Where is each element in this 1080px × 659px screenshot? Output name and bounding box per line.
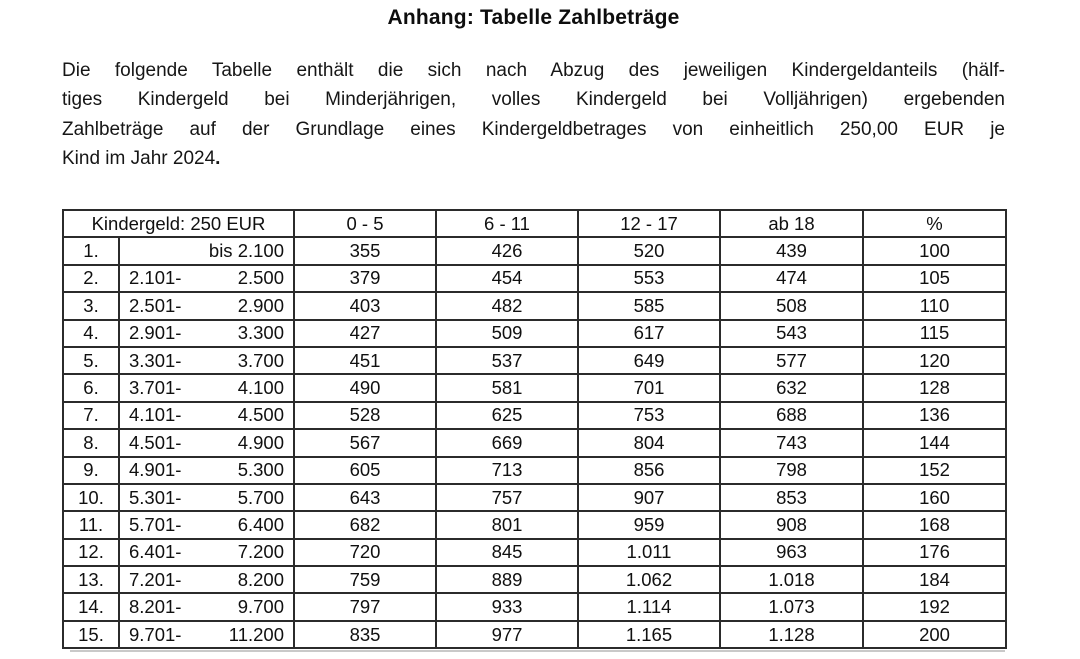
range-to: 7.200 [237,541,284,563]
table-row [63,621,1006,648]
paragraph-line: Zahlbeträge auf der Grundlage eines Kindergeldbetrages von einheitlich 250,00 EUR je [62,118,1005,140]
income-range-cell [119,484,294,511]
range-to: 2.500 [237,267,284,289]
range-from: 5.301- [129,486,182,508]
amount-cell: 1.018 [720,566,863,593]
table-row [63,511,1006,538]
row-number-cell: 15. [63,621,119,648]
table-row [63,237,1006,264]
amount-cell: 632 [720,374,863,401]
amount-cell: 128 [863,374,1006,401]
table-row [63,484,1006,511]
income-range-cell [119,593,294,620]
amount-cell: 713 [436,457,578,484]
table-row [63,374,1006,401]
amount-cell: 355 [294,237,436,264]
amount-cell: 426 [436,237,578,264]
page-bottom-hairline [70,650,1005,652]
income-range-cell [119,374,294,401]
amount-cell: 797 [294,593,436,620]
row-number-cell: 8. [63,429,119,456]
amount-cell: 490 [294,374,436,401]
range-to: 3.700 [237,349,284,371]
amount-cell: 543 [720,320,863,347]
age-column-header: 6 - 11 [436,210,578,237]
range-from: 2.901- [129,322,182,344]
amount-cell: 1.062 [578,566,720,593]
range-to: bis 2.100 [208,240,284,262]
range-from: 2.101- [129,267,182,289]
amount-cell: 688 [720,402,863,429]
table-row [63,593,1006,620]
amount-cell: 889 [436,566,578,593]
paragraph-line: Kind im Jahr 2024. [62,148,221,170]
amount-cell: 144 [863,429,1006,456]
amount-cell: 110 [863,292,1006,319]
amount-cell: 474 [720,265,863,292]
range-to: 6.400 [237,513,284,535]
amount-cell: 152 [863,457,1006,484]
table-body [63,237,1006,648]
row-number-cell: 10. [63,484,119,511]
table-row [63,320,1006,347]
range-to: 8.200 [237,568,284,590]
table-row [63,265,1006,292]
amount-cell: 669 [436,429,578,456]
income-range-cell [119,511,294,538]
amount-cell: 835 [294,621,436,648]
amount-cell: 617 [578,320,720,347]
amount-cell: 757 [436,484,578,511]
amount-cell: 963 [720,539,863,566]
row-number-cell: 5. [63,347,119,374]
table-row [63,347,1006,374]
amount-cell: 451 [294,347,436,374]
zahlbetraege-table [62,209,1007,649]
amount-cell: 977 [436,621,578,648]
page-title: Anhang: Tabelle Zahlbeträge [387,6,680,29]
amount-cell: 720 [294,539,436,566]
amount-cell: 649 [578,347,720,374]
amount-cell: 605 [294,457,436,484]
amount-cell: 115 [863,320,1006,347]
range-from: 5.701- [129,513,182,535]
amount-cell: 192 [863,593,1006,620]
amount-cell: 1.011 [578,539,720,566]
amount-cell: 105 [863,265,1006,292]
row-number-cell: 14. [63,593,119,620]
range-to: 5.300 [237,459,284,481]
amount-cell: 136 [863,402,1006,429]
amount-cell: 625 [436,402,578,429]
range-to: 5.700 [237,486,284,508]
amount-cell: 933 [436,593,578,620]
amount-cell: 701 [578,374,720,401]
amount-cell: 907 [578,484,720,511]
amount-cell: 168 [863,511,1006,538]
amount-cell: 176 [863,539,1006,566]
table-row [63,566,1006,593]
amount-cell: 743 [720,429,863,456]
range-from: 7.201- [129,568,182,590]
kindergeld-group-header: Kindergeld: 250 EUR [63,210,294,237]
age-column-header: 12 - 17 [578,210,720,237]
amount-cell: 1.128 [720,621,863,648]
row-number-cell: 11. [63,511,119,538]
amount-cell: 753 [578,402,720,429]
amount-cell: 537 [436,347,578,374]
row-number-cell: 3. [63,292,119,319]
age-column-header: % [863,210,1006,237]
amount-cell: 100 [863,237,1006,264]
amount-cell: 1.114 [578,593,720,620]
amount-cell: 403 [294,292,436,319]
amount-cell: 482 [436,292,578,319]
income-range-cell [119,457,294,484]
range-to: 9.700 [237,596,284,618]
table-row [63,292,1006,319]
paragraph-line: tiges Kindergeld bei Minderjährigen, volles Kindergeld bei Volljährigen) ergebenden [62,89,1005,111]
row-number-cell: 7. [63,402,119,429]
amount-cell: 856 [578,457,720,484]
amount-cell: 585 [578,292,720,319]
amount-cell: 804 [578,429,720,456]
income-range-cell [119,320,294,347]
amount-cell: 798 [720,457,863,484]
range-to: 4.100 [237,377,284,399]
range-to: 3.300 [237,322,284,344]
income-range-cell [119,237,294,264]
amount-cell: 567 [294,429,436,456]
amount-cell: 577 [720,347,863,374]
income-range-cell [119,429,294,456]
amount-cell: 200 [863,621,1006,648]
range-from: 3.301- [129,349,182,371]
row-number-cell: 9. [63,457,119,484]
income-range-cell [119,621,294,648]
range-from: 9.701- [129,623,182,645]
income-range-cell [119,347,294,374]
amount-cell: 581 [436,374,578,401]
income-range-cell [119,292,294,319]
table-row [63,402,1006,429]
amount-cell: 520 [578,237,720,264]
amount-cell: 120 [863,347,1006,374]
range-from: 4.501- [129,431,182,453]
range-to: 2.900 [237,294,284,316]
amount-cell: 184 [863,566,1006,593]
income-range-cell [119,402,294,429]
range-from: 8.201- [129,596,182,618]
amount-cell: 853 [720,484,863,511]
row-number-cell: 2. [63,265,119,292]
range-from: 2.501- [129,294,182,316]
range-to: 11.200 [228,623,284,645]
amount-cell: 682 [294,511,436,538]
row-number-cell: 1. [63,237,119,264]
age-column-header: 0 - 5 [294,210,436,237]
range-from: 6.401- [129,541,182,563]
range-from: 4.901- [129,459,182,481]
amount-cell: 509 [436,320,578,347]
income-range-cell [119,566,294,593]
amount-cell: 508 [720,292,863,319]
range-from: 4.101- [129,404,182,426]
amount-cell: 845 [436,539,578,566]
row-number-cell: 13. [63,566,119,593]
range-from: 3.701- [129,377,182,399]
row-number-cell: 4. [63,320,119,347]
amount-cell: 801 [436,511,578,538]
amount-cell: 427 [294,320,436,347]
row-number-cell: 12. [63,539,119,566]
table-header-row [63,210,1006,237]
amount-cell: 454 [436,265,578,292]
income-range-cell [119,265,294,292]
amount-cell: 908 [720,511,863,538]
amount-cell: 379 [294,265,436,292]
amount-cell: 553 [578,265,720,292]
amount-cell: 528 [294,402,436,429]
paragraph-line: Die folgende Tabelle enthält die sich nach Abzug des jeweiligen Kindergeldanteils (hälf- [62,60,1005,81]
intro-paragraph [62,56,1005,174]
amount-cell: 160 [863,484,1006,511]
table-row [63,457,1006,484]
table-row [63,539,1006,566]
amount-cell: 959 [578,511,720,538]
amount-cell: 439 [720,237,863,264]
table-row [63,429,1006,456]
amount-cell: 643 [294,484,436,511]
income-range-cell [119,539,294,566]
range-to: 4.900 [237,431,284,453]
age-column-header: ab 18 [720,210,863,237]
row-number-cell: 6. [63,374,119,401]
amount-cell: 759 [294,566,436,593]
range-to: 4.500 [237,404,284,426]
amount-cell: 1.073 [720,593,863,620]
amount-cell: 1.165 [578,621,720,648]
